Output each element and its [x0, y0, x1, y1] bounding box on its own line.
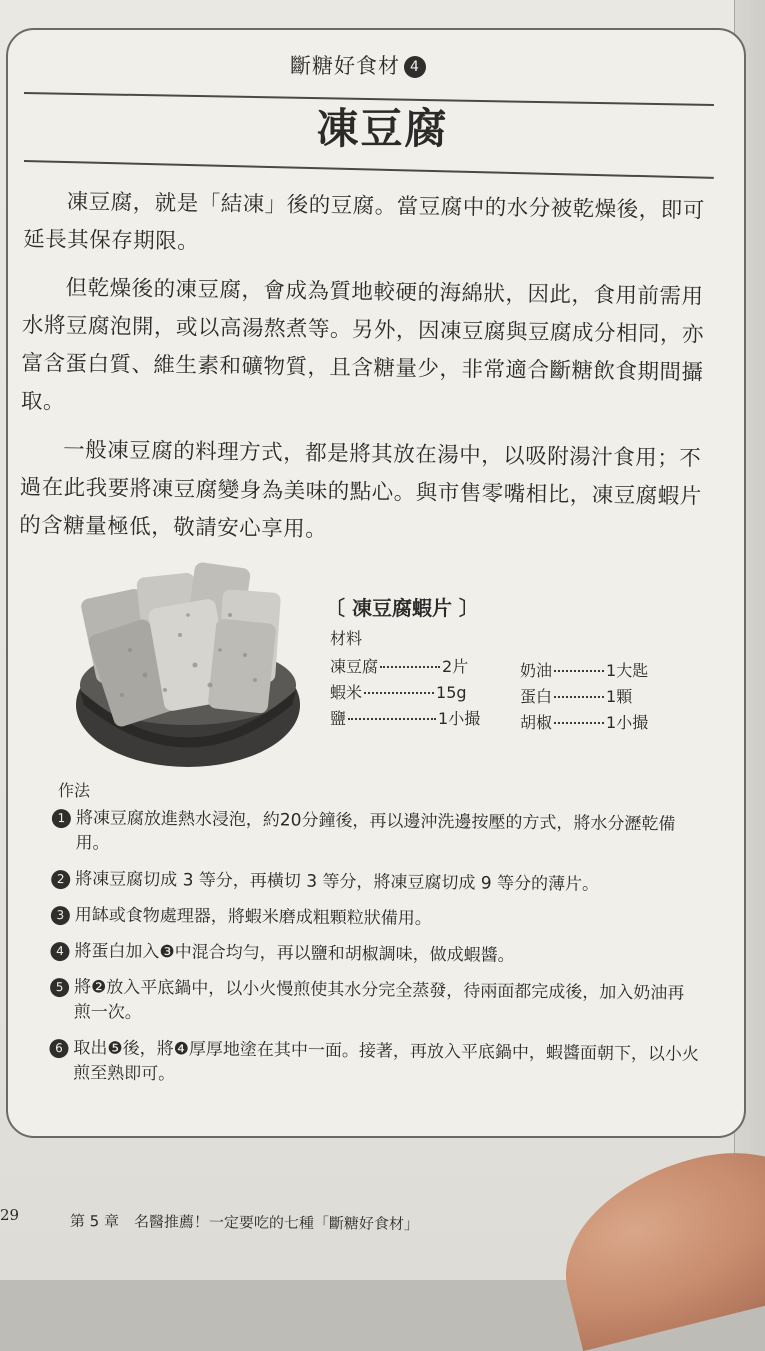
step-number-badge: 5	[50, 978, 69, 997]
tofu-chips-bowl-photo	[70, 555, 305, 775]
step-number-badge: 1	[52, 809, 71, 828]
ingredient-name: 凍豆腐	[330, 657, 379, 676]
ingredient-item	[330, 680, 467, 703]
ingredient-amount: 2片	[442, 657, 469, 676]
recipe-steps	[49, 806, 702, 1104]
ingredient-item	[330, 706, 480, 729]
running-footer: 第 5 章 名醫推薦！一定要吃的七種「斷糖好食材」	[69, 1211, 420, 1234]
ingredient-name: 胡椒	[520, 713, 553, 732]
step-number-badge: 2	[51, 870, 70, 889]
method-label: 作法	[58, 781, 91, 800]
section-number-badge: 4	[404, 56, 426, 78]
step-text: 將蛋白加入❸中混合均勻，再以鹽和胡椒調味，做成蝦醬。	[74, 941, 515, 966]
page-number: 29	[0, 1206, 20, 1224]
recipe-title: 〔 凍豆腐蝦片 〕	[325, 596, 479, 620]
ingredient-amount: 1小撮	[438, 709, 481, 728]
ingredient-name: 蝦米	[330, 683, 363, 702]
ingredient-amount: 1大匙	[606, 661, 649, 680]
step-text: 將❷放入平底鍋中，以小火慢煎使其水分完全蒸發，待兩面都完成後，加入奶油再煎一次。	[73, 977, 685, 1023]
step-text: 將凍豆腐切成 3 等分，再橫切 3 等分，將凍豆腐切成 9 等分的薄片。	[75, 869, 600, 895]
body-text	[19, 183, 719, 565]
recipe-step	[50, 975, 700, 1032]
step-number-badge: 4	[50, 942, 69, 961]
section-label	[290, 50, 426, 80]
recipe-step	[51, 903, 701, 935]
step-text: 用缽或食物處理器，將蝦米磨成粗顆粒狀備用。	[74, 905, 432, 929]
recipe-step	[49, 1036, 699, 1093]
recipe-step	[50, 939, 700, 971]
recipe-step	[51, 806, 701, 863]
recipe-step	[51, 867, 701, 899]
ingredient-amount: 15g	[436, 683, 467, 702]
thumb-photo	[545, 1133, 765, 1351]
step-text: 將凍豆腐放進熱水浸泡，約20分鐘後，再以邊沖洗邊按壓的方式，將水分瀝乾備用。	[75, 808, 676, 854]
body-paragraph-3: 一般凍豆腐的料理方式，都是將其放在湯中，以吸附湯汁食用；不過在此我要將凍豆腐變身為美味的點心。與市售零嘴相比，凍豆腐蝦片的含糖量極低，敬請安心享用。	[19, 437, 702, 543]
ingredient-item	[520, 658, 648, 681]
ingredient-item	[520, 710, 648, 733]
step-number-badge: 3	[51, 906, 70, 925]
body-paragraph-1: 凍豆腐，就是「結凍」後的豆腐。當豆腐中的水分被乾燥後，即可延長其保存期限。	[23, 189, 705, 255]
ingredient-name: 鹽	[330, 709, 347, 728]
step-text: 取出❺後，將❹厚厚地塗在其中一面。接著，再放入平底鍋中，蝦醬面朝下，以小火煎至熟即可。	[73, 1038, 700, 1085]
ingredient-amount: 1顆	[606, 687, 633, 706]
ingredient-name: 蛋白	[520, 687, 553, 706]
materials-label: 材料	[330, 629, 363, 648]
ingredient-item	[520, 684, 632, 707]
body-paragraph-2: 但乾燥後的凍豆腐，會成為質地較硬的海綿狀，因此，食用前需用水將豆腐泡開，或以高湯熬煮等。另外，因凍豆腐與豆腐成分相同，亦富含蛋白質、維生素和礦物質，且含糖量少，非常適合斷糖飲食期間攝取。	[20, 275, 705, 415]
ingredient-item	[330, 654, 468, 677]
ingredient-name: 奶油	[520, 661, 553, 680]
page-title: 凍豆腐	[316, 104, 449, 153]
section-label-text: 斷糖好食材	[290, 54, 400, 78]
ingredient-amount: 1小撮	[606, 713, 649, 732]
step-number-badge: 6	[49, 1039, 68, 1058]
